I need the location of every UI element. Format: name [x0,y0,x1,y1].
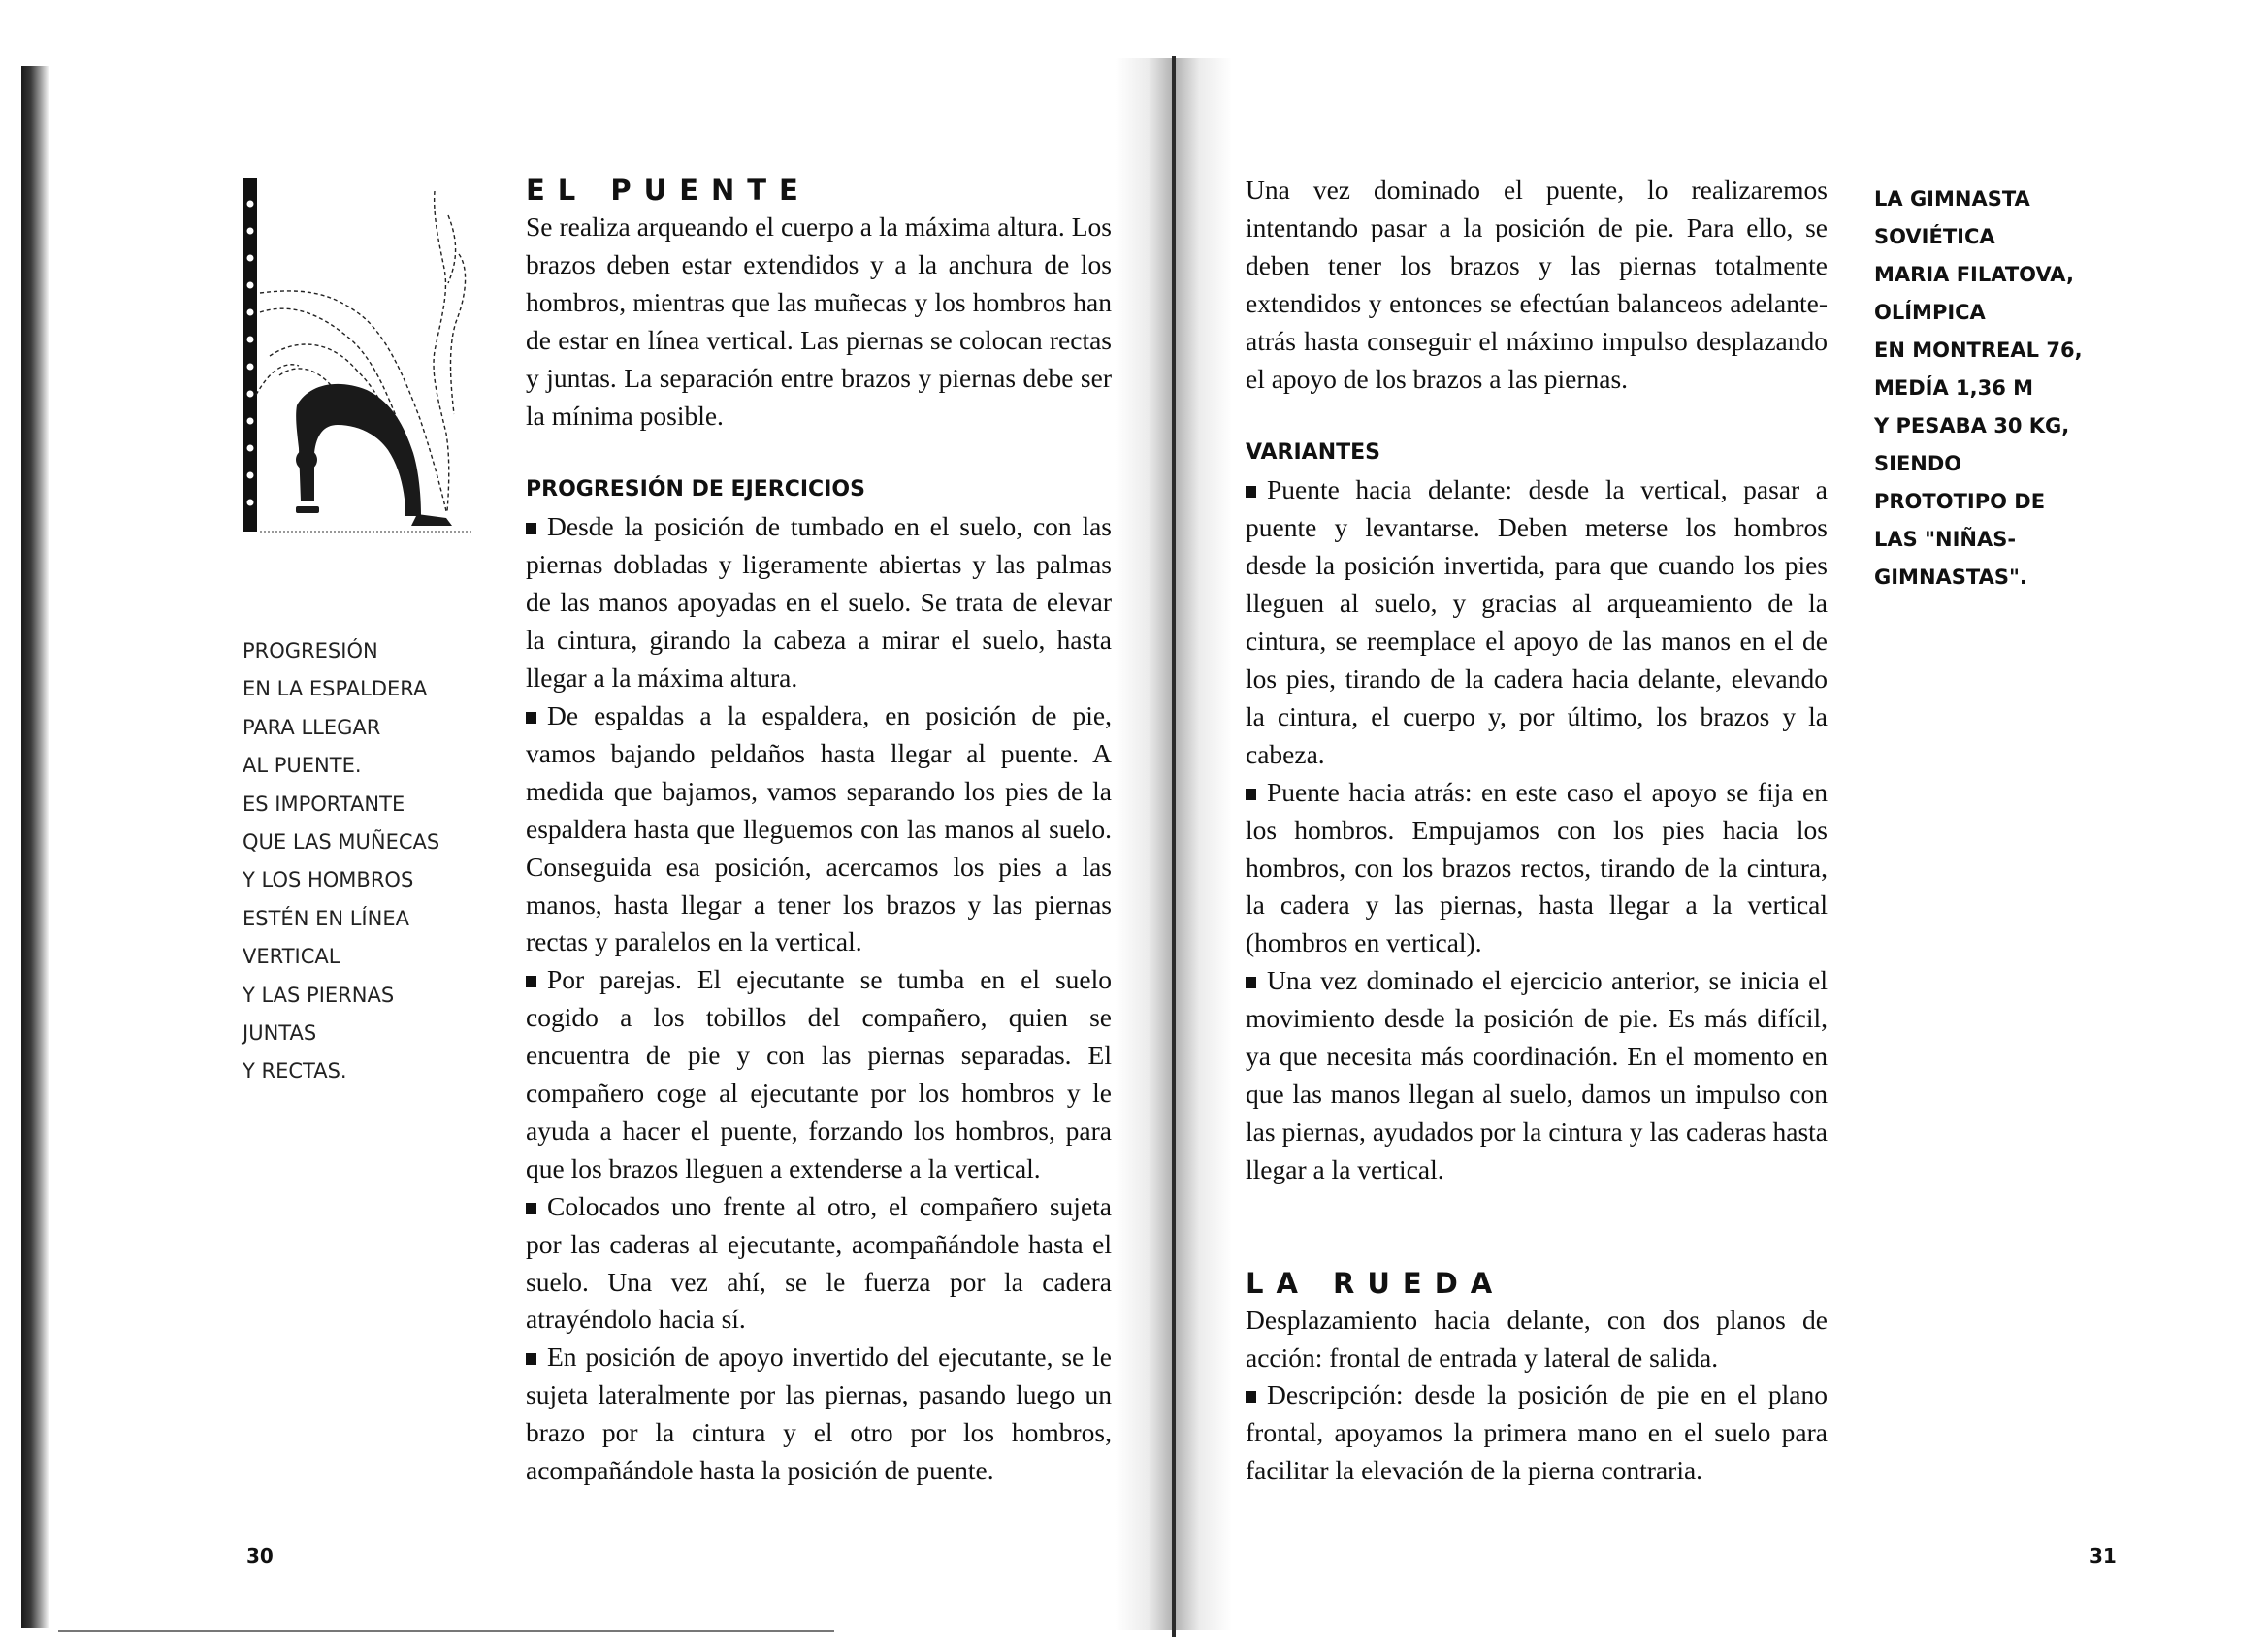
caption-line: Y LAS PIERNAS [243,983,395,1007]
scan-edge-left [21,66,49,1628]
right-sidebar-note [1874,180,2107,597]
gymnast-bridge-figure [296,384,452,526]
exercise-bullet: De espaldas a la espaldera, en posición de pie, vamos bajando peldaños hasta llegar al puente. A medida que bajamos, vamos separando los pies de la espaldera hasta que lleguemos con las manos al suelo. Conseguida esa posición, acercamos los pies a las manos, hasta llegar a tener los brazos y las piernas rectas y paralelos en la vertical. [526,697,1112,961]
caption-line: JUNTAS [243,1021,317,1046]
sidebar-line: PROTOTIPO DE [1874,490,2046,513]
subheading-progresion: PROGRESIÓN DE EJERCICIOS [526,477,865,502]
wall-bars-icon [243,178,257,532]
caption-line: ESTÉN EN LÍNEA [243,906,409,930]
exercise-bullet: Por parejas. El ejecutante se tumba en el suelo cogido a los tobillos del compañero, quien se encuentra de pie y con las piernas separadas. El compañero coge al ejecutante por los hombros y le ayuda a hacer el puente, forzando los hombros, para que los brazos lleguen a extenderse a la vertical. [526,961,1112,1187]
sidebar-line: SOVIÉTICA [1874,225,1995,248]
dashed-gymnast-outlines [256,191,466,511]
variant-bullet: Puente hacia delante: desde la vertical, pasar a puente y levantarse. Deben meterse los hombros desde la posición invertida, para que cuando los pies lleguen al suelo, y gracias al arqueamiento de la cintura, se reemplace el apoyo de las manos en el de los pies, tirando de la cadera hacia delante, elevando la cintura, el cuerpo y, por último, los brazos y la cabeza. [1246,471,1828,773]
caption-line: QUE LAS MUÑECAS [243,830,440,855]
sidebar-line: SIENDO [1874,452,1962,475]
sidebar-line: OLÍMPICA [1874,301,1986,324]
left-page-column [526,172,1112,1490]
variant-bullet: Puente hacia atrás: en este caso el apoyo se fija en los hombros. Empujamos con los pies hacia los hombros, con los brazos rectos, tirando de la cintura, la cadera y las piernas, hasta llegar a la vertical (hombros en vertical). [1246,774,1828,963]
caption-line: ES IMPORTANTE [243,792,405,816]
caption-line: EN LA ESPALDERA [243,677,428,701]
caption-line: Y RECTAS. [243,1059,347,1083]
caption-line: Y LOS HOMBROS [243,868,414,892]
variant-bullet: Una vez dominado el ejercicio anterior, se inicia el movimiento desde la posición de pie. Es más difícil, ya que necesita más coordinación. En el momento en que las manos llegan al suelo, damos un impulso con las piernas, ayudados por la cintura y las caderas hasta llegar a la vertical. [1246,962,1828,1188]
caption-line: PROGRESIÓN [243,639,378,663]
caption-line: VERTICAL [243,945,340,969]
page-number-right: 31 [2090,1544,2117,1568]
exercise-bullet: En posición de apoyo invertido del ejecutante, se le sujeta lateralmente por las piernas, pasando luego un brazo por la cintura y el otro por los hombros, acompañándole hasta la posición de puente. [526,1339,1112,1490]
exercise-bullet: Desde la posición de tumbado en el suelo, con las piernas dobladas y ligeramente abiertas y las palmas de las manos apoyadas en el suelo. Se trata de elevar la cintura, girando la cabeza a mirar el suelo, hasta llegar a la máxima altura. [526,508,1112,697]
sidebar-line: GIMNASTAS". [1874,566,2027,589]
right-page-column [1246,172,1828,1490]
caption-line: PARA LLEGAR [243,715,381,739]
caption-line: AL PUENTE. [243,754,362,778]
sidebar-line: MARIA FILATOVA, [1874,263,2074,286]
sidebar-line: LA GIMNASTA [1874,187,2030,210]
left-caption [243,632,504,1091]
puente-continuation-paragraph: Una vez dominado el puente, lo realizaremos intentando pasar a la posición de pie. Para ello, se deben tener los brazos y las piernas totalmente extendidos y entonces se efectúan balanceos adelante-atrás hasta conseguir el máximo impulso desplazando el apoyo de los brazos a las piernas. [1246,175,1828,394]
sidebar-line: LAS "NIÑAS- [1874,528,2017,551]
sidebar-line: Y PESABA 30 KG, [1874,414,2070,437]
sidebar-line: MEDÍA 1,36 M [1874,376,2034,400]
rueda-intro-paragraph: Desplazamiento hacia delante, con dos planos de acción: frontal de entrada y lateral de salida. [1246,1304,1828,1373]
bridge-progression-illustration [241,177,483,539]
rueda-bullet: Descripción: desde la posición de pie en el plano frontal, apoyamos la primera mano en el suelo para facilitar la elevación de la pierna contraria. [1246,1376,1828,1490]
scan-edge-bottom [58,1630,834,1632]
section-heading-rueda: LA RUEDA [1246,1266,1506,1300]
section-heading-puente: EL PUENTE [526,174,811,207]
puente-intro-paragraph: Se realiza arqueando el cuerpo a la máxima altura. Los brazos deben estar extendidos y a la anchura de los hombros, mientras que las muñecas y los hombros han de estar en línea vertical. Las piernas se colocan rectas y juntas. La separación entre brazos y piernas debe ser la mínima posible. [526,211,1112,431]
book-spine [1172,56,1176,1637]
subheading-variantes: VARIANTES [1246,440,1381,466]
sidebar-line: EN MONTREAL 76, [1874,339,2083,362]
exercise-bullet: Colocados uno frente al otro, el compañero sujeta por las caderas al ejecutante, acompañándole hasta el suelo. Una vez ahí, se le fuerza por la cadera atrayéndolo hacia sí. [526,1188,1112,1340]
page-number-left: 30 [246,1544,274,1568]
